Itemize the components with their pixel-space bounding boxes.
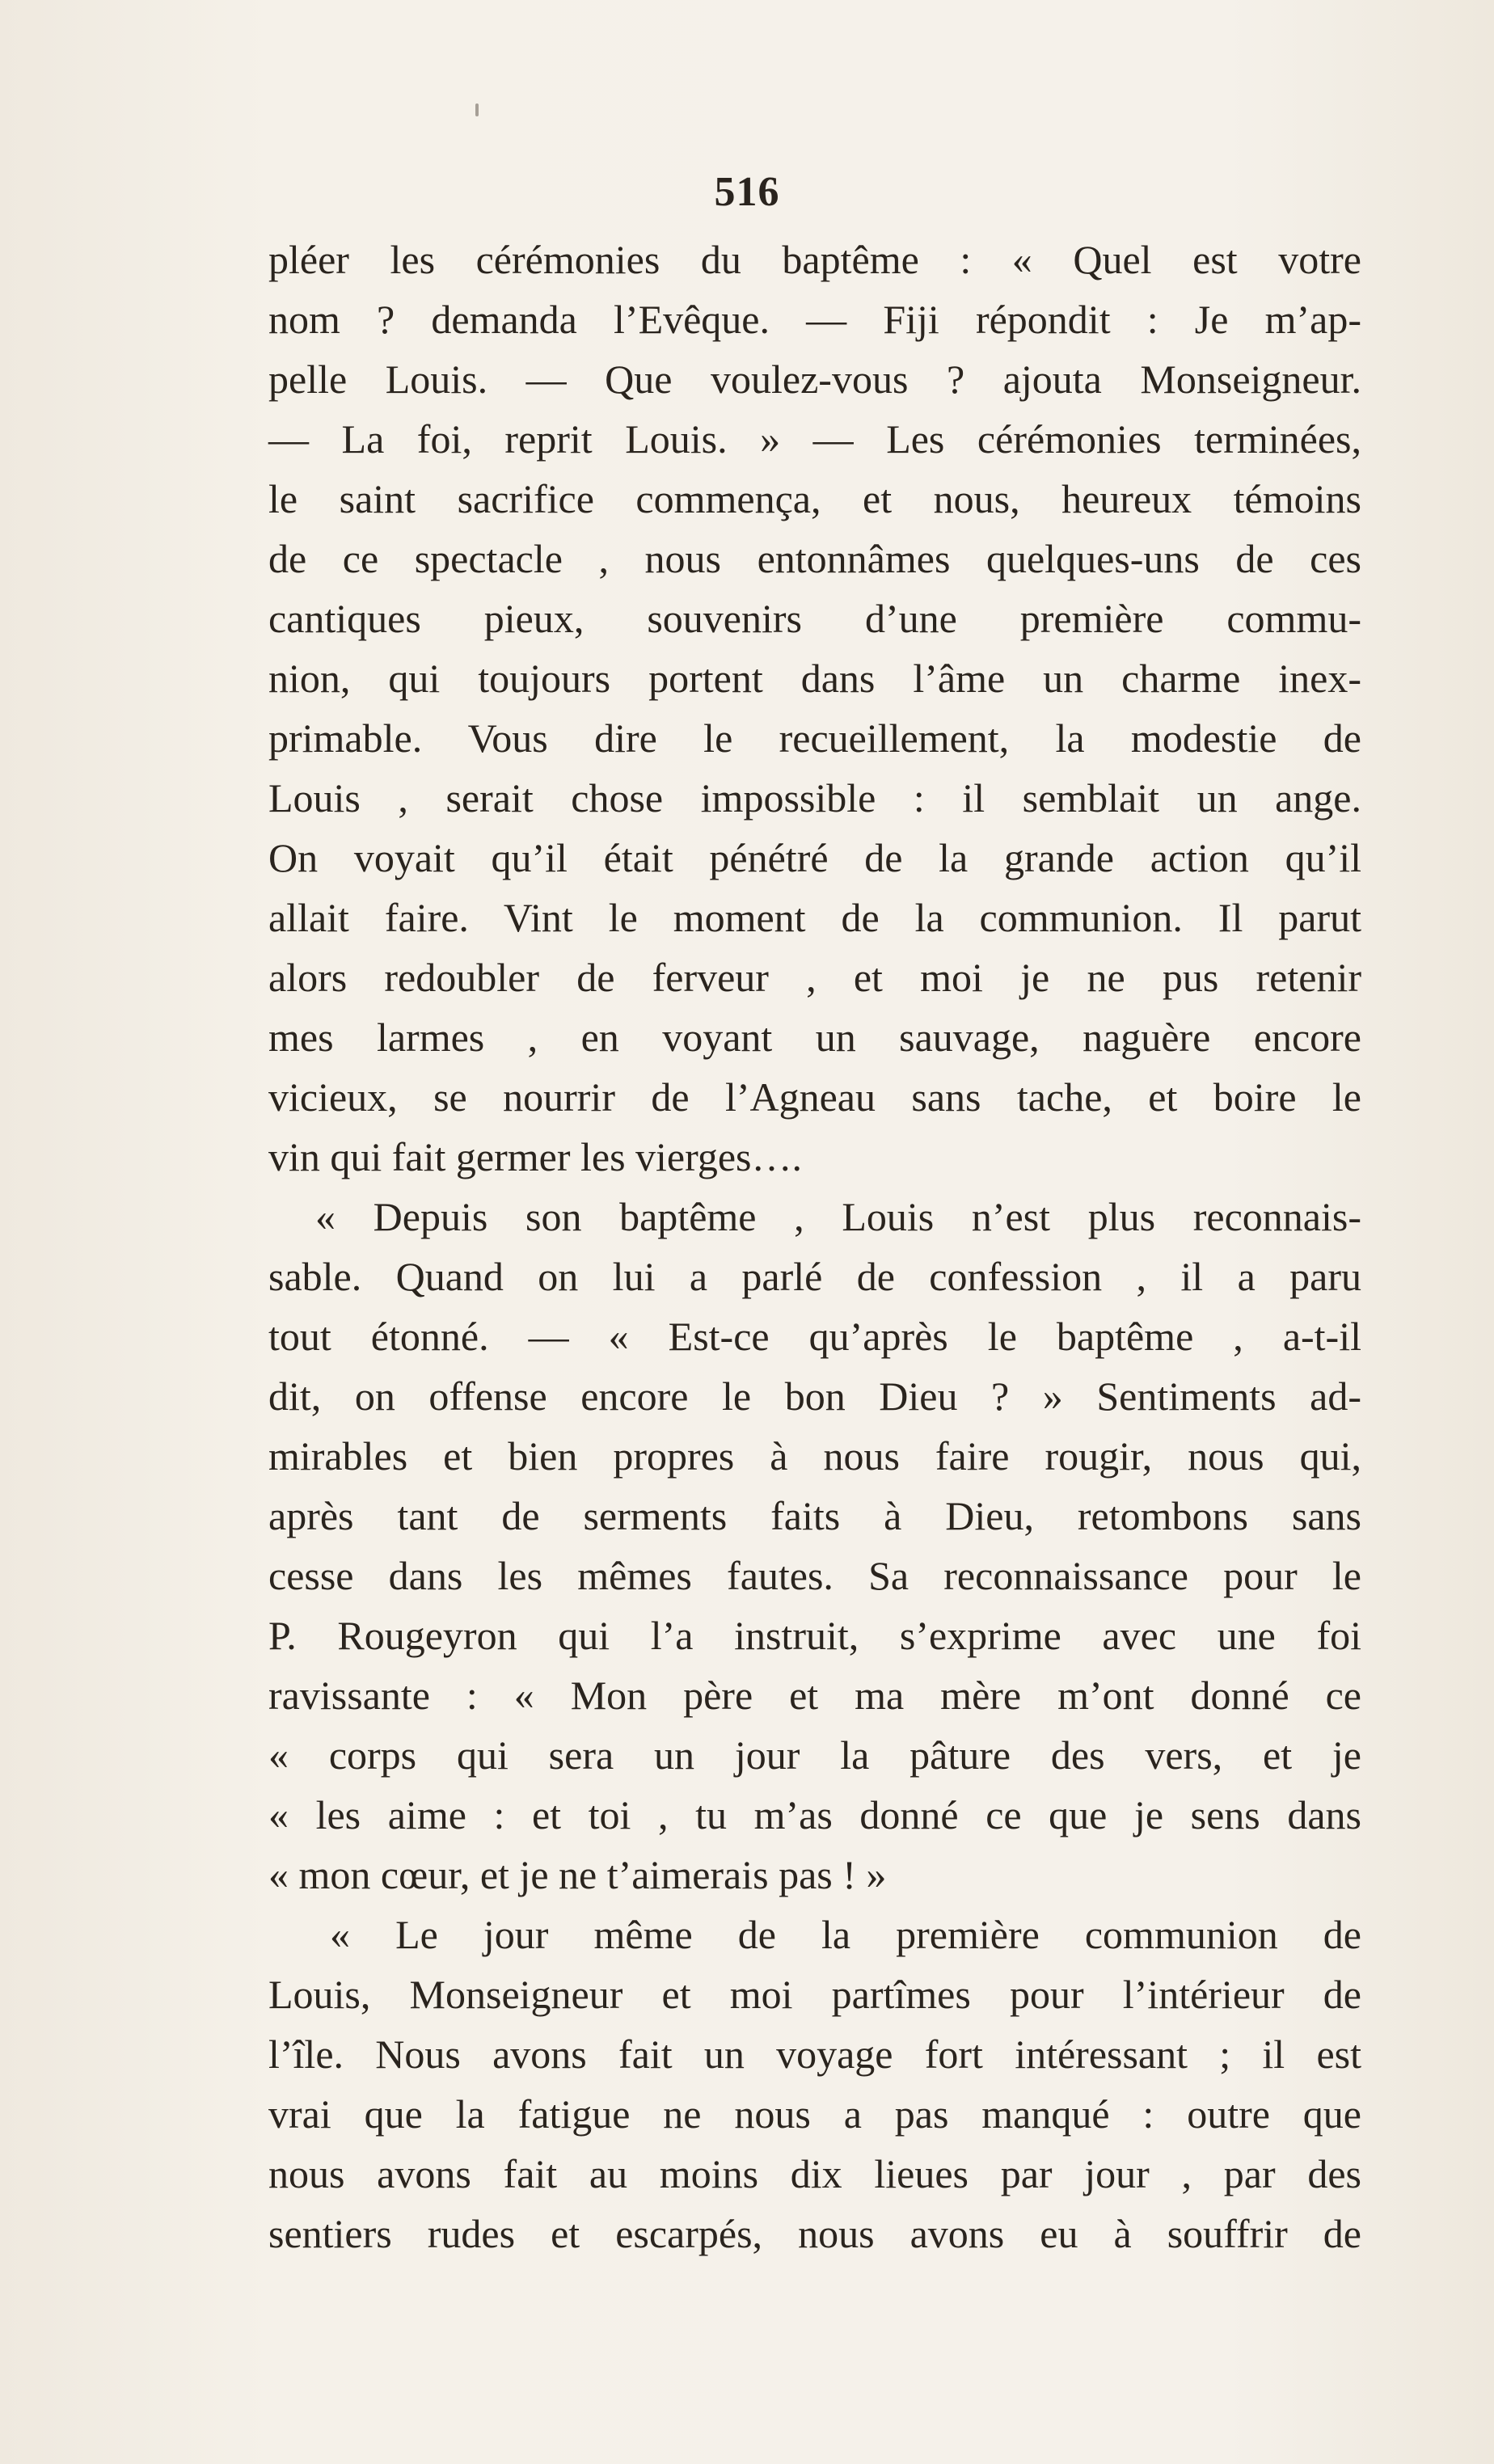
page-number: 516 (714, 169, 780, 215)
text-line: nous avons fait au moins dix lieues par jour , par des (268, 2151, 1361, 2196)
text-line: mes larmes , en voyant un sauvage, naguère encore (268, 1015, 1361, 1060)
page-text (268, 230, 1361, 2264)
text-line: sable. Quand on lui a parlé de confession , il a paru (268, 1254, 1361, 1299)
text-line: Louis, Monseigneur et moi partîmes pour l’intérieur de (268, 1972, 1361, 2017)
text-line: alors redoubler de ferveur , et moi je ne pus retenir (268, 955, 1361, 1000)
text-line: après tant de serments faits à Dieu, retombons sans (268, 1493, 1361, 1538)
text-line: cantiques pieux, souvenirs d’une première commu- (268, 596, 1361, 641)
text-line: pléer les cérémonies du baptême : « Quel est votre (268, 237, 1361, 282)
text-line: sentiers rudes et escarpés, nous avons eu à souffrir de (268, 2211, 1361, 2256)
text-line: vicieux, se nourrir de l’Agneau sans tache, et boire le (268, 1074, 1361, 1120)
text-line: dit, on offense encore le bon Dieu ? » Sentiments ad- (268, 1373, 1361, 1419)
text-line: de ce spectacle , nous entonnâmes quelques-uns de ces (268, 536, 1361, 581)
text-line: pelle Louis. — Que voulez-vous ? ajouta Monseigneur. (268, 357, 1361, 402)
text-line: « les aime : et toi , tu m’as donné ce que je sens dans (268, 1792, 1361, 1837)
text-line: « mon cœur, et je ne t’aimerais pas ! » (268, 1852, 887, 1897)
text-line: l’île. Nous avons fait un voyage fort intéressant ; il est (268, 2032, 1361, 2077)
paragraph-start-line: « Depuis son baptême , Louis n’est plus reconnais- (315, 1194, 1361, 1239)
text-line: nion, qui toujours portent dans l’âme un charme inex- (268, 656, 1361, 701)
text-line: ravissante : « Mon père et ma mère m’ont donné ce (268, 1673, 1361, 1718)
paragraph-start-line: « Le jour même de la première communion de (330, 1912, 1361, 1957)
text-line: P. Rougeyron qui l’a instruit, s’exprime avec une foi (268, 1613, 1361, 1658)
text-line: allait faire. Vint le moment de la communion. Il parut (268, 895, 1361, 940)
text-line: primable. Vous dire le recueillement, la modestie de (268, 715, 1361, 761)
text-line: mirables et bien propres à nous faire rougir, nous qui, (268, 1433, 1361, 1479)
text-line: vin qui fait germer les vierges…. (268, 1134, 803, 1179)
text-line: — La foi, reprit Louis. » — Les cérémonies terminées, (268, 416, 1361, 462)
text-line: Louis , serait chose impossible : il semblait un ange. (268, 775, 1361, 821)
text-line: « corps qui sera un jour la pâture des vers, et je (268, 1732, 1361, 1778)
text-line: nom ? demanda l’Evêque. — Fiji répondit : Je m’ap- (268, 297, 1361, 342)
text-line: On voyait qu’il était pénétré de la grande action qu’il (268, 835, 1361, 880)
text-line: tout étonné. — « Est-ce qu’après le baptême , a-t-il (268, 1314, 1361, 1359)
ink-speck (475, 103, 479, 116)
text-line: vrai que la fatigue ne nous a pas manqué : outre que (268, 2091, 1361, 2137)
text-line: le saint sacrifice commença, et nous, heureux témoins (268, 476, 1361, 521)
text-line: cesse dans les mêmes fautes. Sa reconnaissance pour le (268, 1553, 1361, 1598)
